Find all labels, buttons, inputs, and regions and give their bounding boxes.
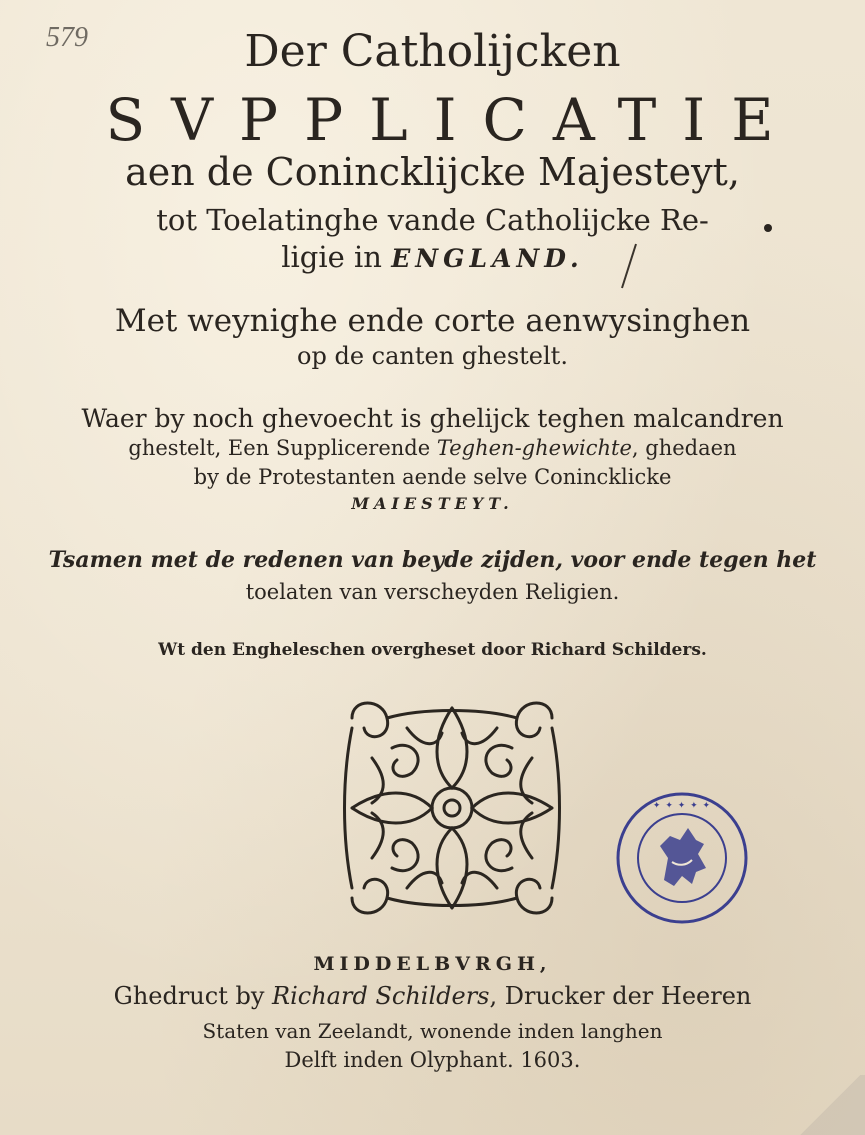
- title-line-1: Der Catholijcken: [244, 26, 621, 77]
- reasons-line-2: toelaten van verscheyden Religien.: [245, 580, 620, 604]
- ink-dot: [764, 224, 772, 232]
- addition-line-2-pre: ghestelt, Een Supplicerende: [128, 436, 437, 460]
- title-line-4: tot Toelatinghe vande Catholijcke Re-: [156, 203, 709, 237]
- svg-text:✦ ✦ ✦ ✦ ✦: ✦ ✦ ✦ ✦ ✦: [652, 801, 712, 811]
- library-lion-stamp-icon: [612, 788, 752, 928]
- imprint-printer-name: Richard Schilders: [272, 982, 490, 1010]
- page-corner-fold: [795, 1075, 865, 1135]
- imprint-line-2-pre: Ghedruct by: [113, 982, 273, 1010]
- title-england: ENGLAND.: [391, 244, 584, 273]
- marginal-note-line-2: op de canten ghestelt.: [297, 342, 568, 370]
- addition-line-1: Waer by noch ghevoecht is ghelijck teghen malcandren: [81, 404, 784, 433]
- imprint-city: MIDDELBVRGH,: [313, 953, 552, 975]
- imprint-printer-line: [0, 982, 865, 1010]
- addition-line-2-italic: Teghen-ghewichte: [436, 436, 632, 460]
- addition-line-2: [0, 436, 865, 460]
- imprint-line-3: Staten van Zeelandt, wonende inden langhen: [202, 1019, 663, 1043]
- translator-line: Wt den Engheleschen overgheset door Richard Schilders.: [158, 640, 707, 660]
- imprint-line-2-post: , Drucker der Heeren: [489, 982, 752, 1010]
- addition-line-2-post: , ghedaen: [631, 436, 737, 460]
- title-line-5: [0, 240, 865, 274]
- addition-line-4: MAIESTEYT.: [351, 494, 514, 513]
- addition-line-3: by de Protestanten aende selve Conincklicke: [193, 465, 672, 489]
- title-line-3: aen de Conincklijcke Majesteyt,: [125, 150, 740, 194]
- reasons-line-1: Tsamen met de redenen van beyde zijden, voor ende tegen het: [48, 547, 817, 573]
- title-line-5-text: ligie in: [281, 240, 392, 274]
- printers-ornament-icon: [332, 688, 572, 928]
- pen-mark-icon: [618, 242, 640, 292]
- marginal-note-line-1: Met weynighe ende corte aenwysinghen: [114, 303, 751, 339]
- shelfmark: 579: [46, 22, 88, 53]
- title-main: SVPPLICATIE: [105, 86, 800, 154]
- imprint-date-line: Delft inden Olyphant. 1603.: [284, 1048, 581, 1072]
